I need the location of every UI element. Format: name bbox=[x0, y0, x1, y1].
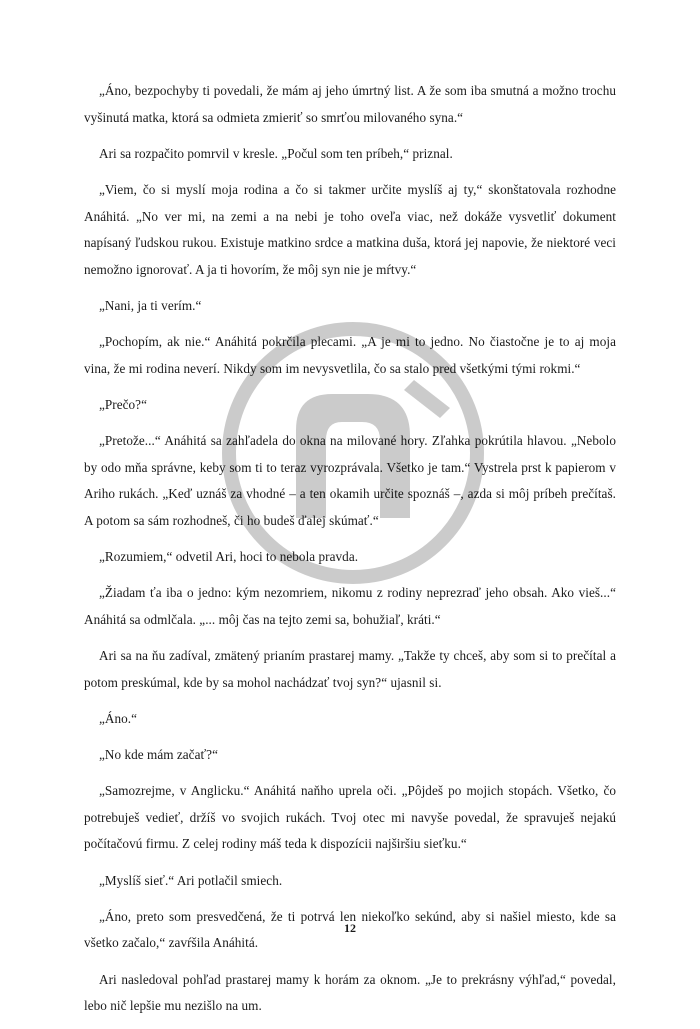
paragraph: Ari nasledoval pohľad prastarej mamy k horám za oknom. „Je to prekrásny výhľad,“ povedal, lebo nič lepšie mu nezišlo na um. bbox=[84, 971, 616, 1014]
paragraph: „Áno, preto som presvedčená, že ti potrvá len niekoľko sekúnd, aby si našiel miesto, kde sa všetko začalo,“ zavŕšila Anáhitá. bbox=[84, 908, 616, 951]
paragraph: „Žiadam ťa iba o jedno: kým nezomriem, nikomu z rodiny neprezraď jeho obsah. Ako vieš...“ Anáhitá sa odmlčala. „... môj čas na tejto zemi sa, bohužiaľ, kráti.“ bbox=[84, 585, 616, 627]
paragraph: „Áno, bezpochyby ti povedali, že mám aj jeho úmrtný list. A že som iba smutná a možno trochu vyšinutá matka, ktorá sa odmieta zmieriť so smrťou milovaného syna.“ bbox=[84, 83, 616, 125]
text-body bbox=[84, 78, 616, 1029]
paragraph: „Viem, čo si myslí moja rodina a čo si takmer určite myslíš aj ty,“ skonštatovala rozhodne Anáhitá. „No ver mi, na zemi a na nebi je toho oveľa viac, než dokáže vysvetliť dokument napísaný ľudskou rukou. Existuje matkino srdce a matkina duša, ktorá jej napovie, že niektoré veci nemožno ignorovať. A ja ti hovorím, že môj syn nie je mŕtvy.“ bbox=[84, 181, 616, 277]
paragraph: „Nani, ja ti verím.“ bbox=[99, 297, 202, 313]
paragraph: „Rozumiem,“ odvetil Ari, hoci to nebola pravda. bbox=[99, 549, 359, 565]
paragraph: Ari sa na ňu zadíval, zmätený prianím prastarej mamy. „Takže ty chceš, aby som si to prečítal a potom preskúmal, kde by sa mohol nachádzať tvoj syn?“ ujasnil si. bbox=[84, 648, 616, 690]
page-number: 12 bbox=[344, 921, 356, 935]
paragraph: „Pochopím, ak nie.“ Anáhitá pokrčila plecami. „A je mi to jedno. No čiastočne je to aj moja vina, že mi rodina neverí. Nikdy som im nevysvetlila, čo sa stalo pred všetkými tými rokmi.“ bbox=[84, 334, 616, 376]
paragraph: „Samozrejme, v Anglicku.“ Anáhitá naňho uprela oči. „Pôjdeš po mojich stopách. Všetko, čo potrebuješ vedieť, držíš vo svojich rukách. Tvoj otec mi navyše povedal, že spravuješ nejakú počítačovú firmu. Z celej rodiny máš teda k dispozícii najširšiu sieťku.“ bbox=[84, 783, 616, 852]
paragraph: Ari sa rozpačito pomrvil v kresle. „Počul som ten príbeh,“ priznal. bbox=[99, 145, 453, 161]
paragraph: „Áno.“ bbox=[99, 710, 138, 726]
paragraph: „Myslíš sieť.“ Ari potlačil smiech. bbox=[99, 872, 283, 888]
paragraph: „No kde mám začať?“ bbox=[99, 747, 218, 762]
paragraph: „Pretože...“ Anáhitá sa zahľadela do okna na milované hory. Zľahka pokrútila hlavou. „Nebolo by odo mňa správne, keby som ti to teraz vyrozprávala. Všetko je tam.“ Vystrela prst k papierom v Ariho rukách. „Keď uznáš za vhodné – a ten okamih určite spoznáš –, azda si môj príbeh prečítaš. A potom sa sám rozhodneš, či ho budeš ďalej skúmať.“ bbox=[84, 433, 616, 528]
paragraph: „Prečo?“ bbox=[99, 396, 147, 412]
